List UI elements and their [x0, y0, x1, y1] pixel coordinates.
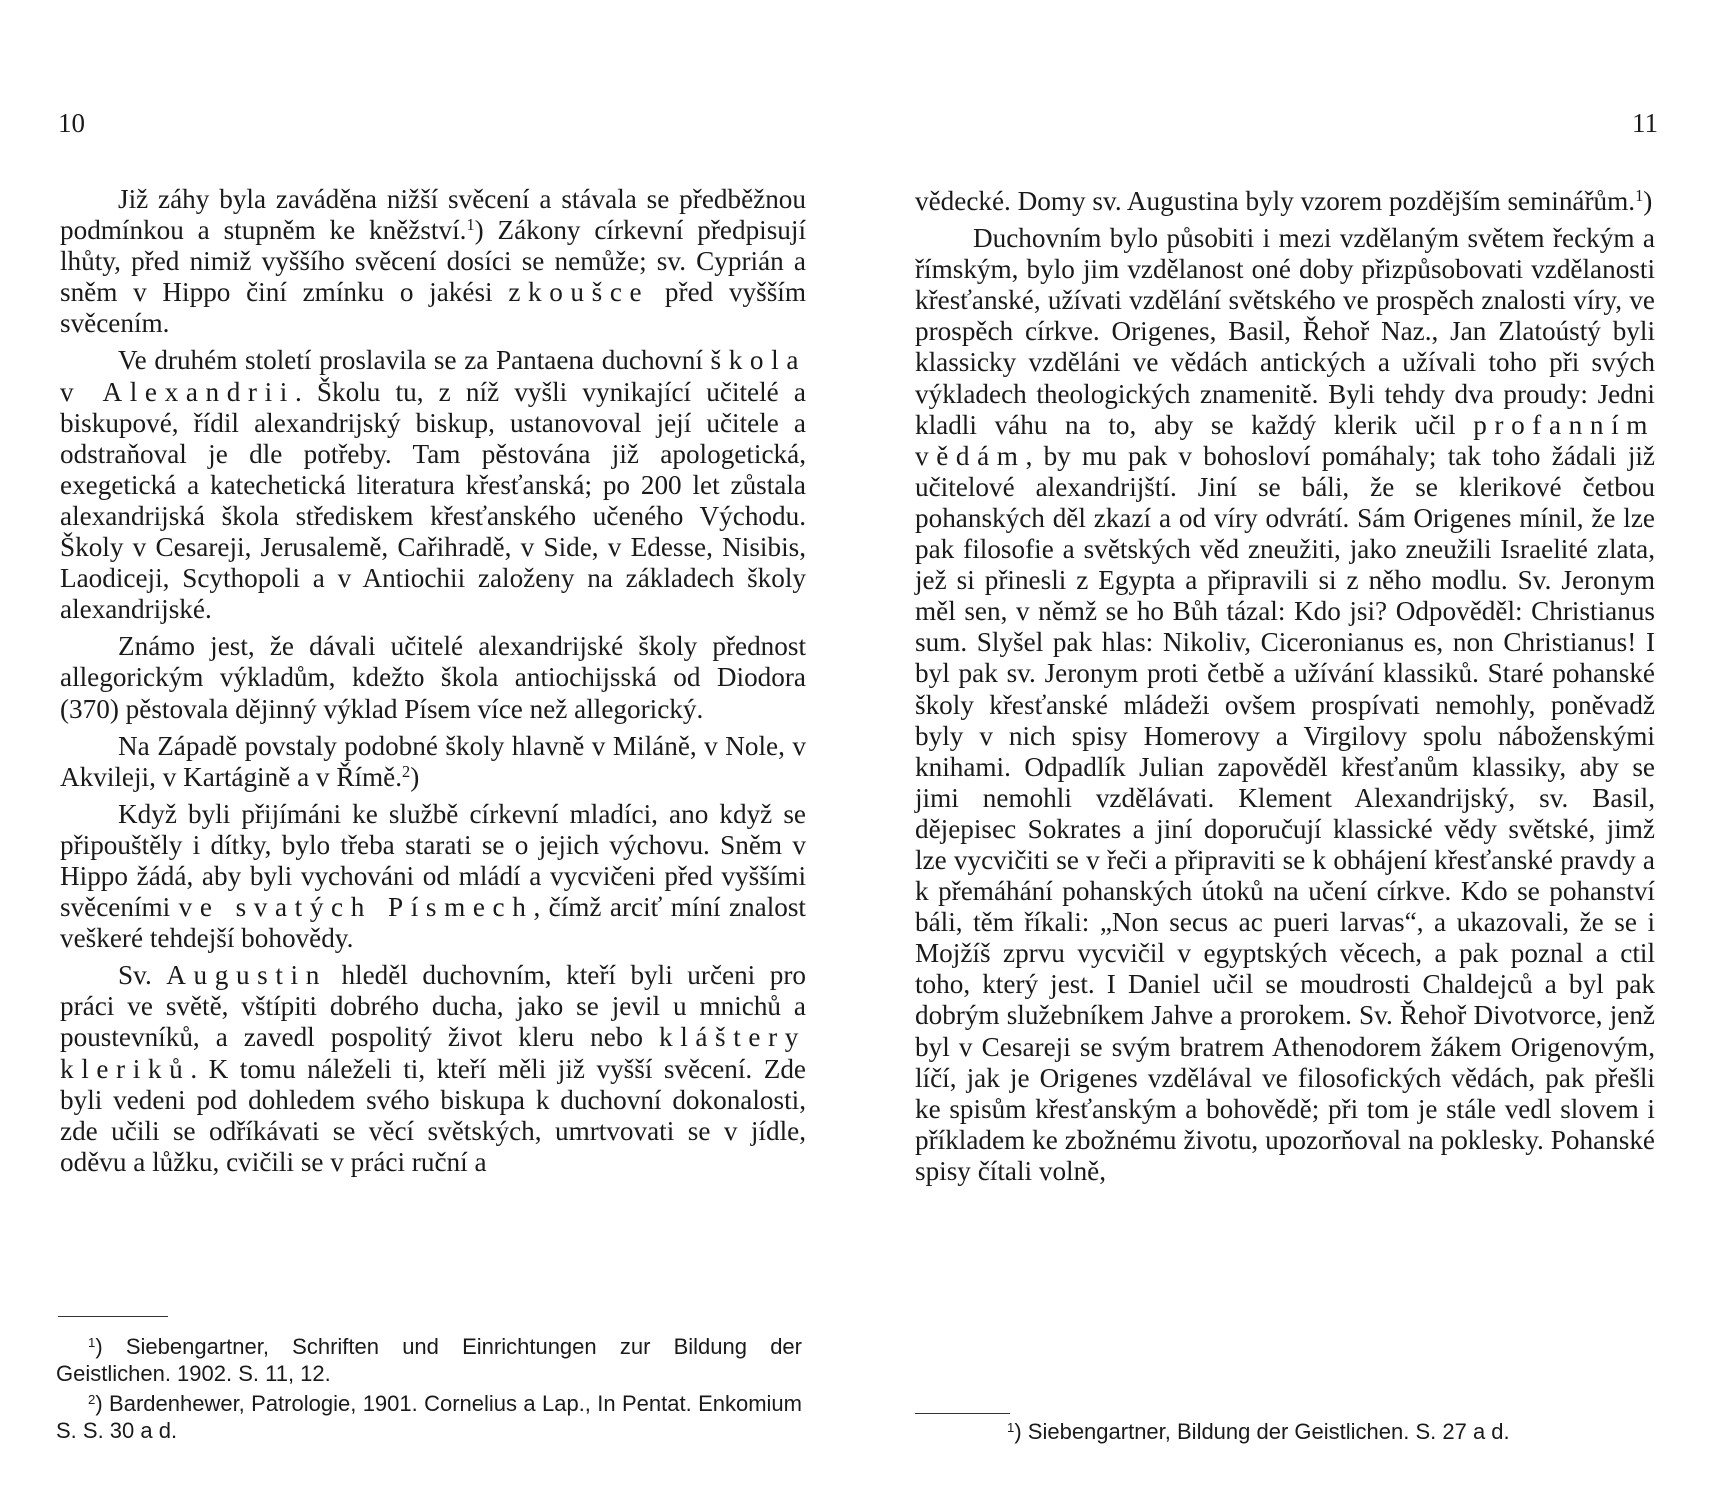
footnotes [975, 1418, 1655, 1445]
spaced-emphasis: ve svatých Písmech [178, 892, 534, 923]
text-run: Známo jest, že dávali učitelé alexandrijské školy přednost allegorickým výkladům, kdežto škola antiochijsská od Diodora (370) pěstovala dějinný výklad Písem více než allegorický. [60, 631, 806, 724]
spaced-emphasis: kláštery kleriků [60, 1022, 806, 1084]
page-number: 11 [1632, 108, 1658, 138]
text-run: . K tomu náleželi ti, kteří měli již vyšší svěcení. Zde byli vedeni pod dohledem svého biskupa k duchovní dokonalosti, zde učili se odříkávati se věcí světských, umrtvovati se v jídle, oděvu a lůžku, cvičili se v práci ruční a [60, 1053, 806, 1177]
paragraph [60, 960, 806, 1178]
footnote-text: ) Siebengartner, Schriften und Einrichtungen zur Bildung der Geistlichen. 1902. S. 11, 12. [56, 1334, 802, 1386]
spaced-emphasis: Augustin [166, 960, 327, 991]
footnote-number: 1 [1007, 1419, 1015, 1435]
text-run: před vyšším svěcením. [60, 277, 807, 339]
paragraph [60, 799, 806, 954]
text-run: . Školu tu, z níž vyšli vynikající učitelé a biskupové, řídil alexandrijský biskup, ustanovoval její učitele a odstraňoval je dle potřeby. Tam pěstována již apologetická, exegetická a katechetická literatura křesťanská; po 200 let zůstala alexandrijská škola střediskem křesťanského učeného Východu. Školy v Cesareji, Jerusalemě, Cařihradě, v Side, v Edesse, Nisibis, Laodiceji, Scythopoli a v Antiochii založeny na základech školy alexandrijské. [60, 376, 806, 625]
paragraph [60, 184, 806, 339]
footnote-rule [915, 1413, 1010, 1414]
paragraph [915, 223, 1655, 1187]
page-number: 10 [58, 108, 85, 138]
text-run: , čímž arciť míní znalost veškeré tehdejší bohovědy. [60, 892, 806, 954]
footnote-number: 2 [88, 1391, 96, 1407]
paragraph [60, 345, 806, 625]
footnote-number-wrap [56, 1391, 95, 1416]
text-run: hleděl duchovním, kteří byli určeni pro práci ve světě, vštípiti dobrého ducha, jako se jevil u mnichů a poustevníků, a zavedl pospolitý život kleru nebo [60, 960, 807, 1053]
footnote [975, 1418, 1655, 1445]
footnote-number-wrap [975, 1419, 1014, 1444]
text-run: ) [410, 761, 420, 792]
page-body-text [915, 186, 1655, 1187]
paragraph [60, 631, 806, 724]
text-run: Když byli přijímáni ke službě církevní mladíci, ano když se připouštěly i dítky, bylo třeba starati se o jejich výchovu. Sněm v Hippo žádá, aby byli vychováni od mládí a vycvičeni před vyššími svěceními [60, 798, 806, 923]
text-run: Již záhy byla zaváděna nižší svěcení a stávala se předběžnou podmínkou a stupněm ke kněžství. [60, 184, 806, 246]
right-page [855, 0, 1710, 1500]
footnote [56, 1390, 802, 1444]
spaced-emphasis: škola v Alexandrii [60, 345, 806, 407]
footnote-number: 1 [88, 1334, 96, 1350]
text-run: ) [1643, 186, 1653, 216]
spaced-emphasis: zkoušce [508, 277, 650, 308]
footnote-marker: 2 [402, 761, 411, 781]
spaced-emphasis: profanním vědám [915, 409, 1655, 471]
text-run: Duchovním bylo působiti i mezi vzdělaným světem řeckým a římským, bylo jim vzdělanost oné doby přizpůsobovati vzdělanosti křesťanské, užívati vzdělání světského ve prospěch znalosti víry, ve prospěch církve. Origenes, Basil, Řehoř Naz., Jan Zlatoústý byli klassicky vzděláni ve vědách antických a užívali toho při svých výkladech theologických znamenitě. Byli tehdy dva proudy: Jedni kladli váhu na to, aby se každý klerik učil [915, 223, 1655, 440]
footnote-text: ) Bardenhewer, Patrologie, 1901. Cornelius a Lap., In Pentat. Enkomium S. S. 30 a d. [56, 1391, 802, 1443]
text-run: , by mu pak v bohosloví pomáhaly; tak toho žádali již učitelové alexandrijští. Jiní se báli, že se klerikové četbou pohanských děl zkazí a od víry odvrátí. Sám Origenes mínil, že lze pak filosofie a světských věd zneužiti, jako zneužili Israelité zlata, jež si přinesli z Egypta a připravili si z něho modlu. Sv. Jeronym měl sen, v němž se ho Bůh tázal: Kdo jsi? Odpověděl: Christianus sum. Slyšel pak hlas: Nikoliv, Ciceronianus es, non Christianus! I byl pak sv. Jeronym proti četbě a užívání klassiků. Staré pohanské školy křesťanské mládeži ovšem prospívati nemohly, poněvadž byly v nich spisy Homerovy a Virgilovy spolu náboženskými knihami. Odpadlík Julian zapověděl křesťanům klassiky, aby se jimi nemohli vzdělávati. Klement Alexandrijský, sv. Basil, dějepisec Sokrates a jiní doporučují klassické vědy světské, jimž lze vycvičiti se v řeči a připraviti se k obhájení křesťanské pravdy a k přemáhání pohanských útoků na učení církve. Kdo se pohanství báli, těm říkali: „Non secus ac pueri larvas“, a ukazovali, že se i Mojžíš zprvu vycvičil v egyptských věcech, a pak poznal a ctil toho, který jest. I Daniel učil se moudrosti Chaldejců a byl pak dobrým služebníkem Jahve a prorokem. Sv. Řehoř Divotvorce, jenž byl v Cesareji se svým bratrem Athenodorem žákem Origenovým, líčí, jak je Origenes vzdělával ve filosofických vědách, pak přešli ke spisům křesťanským a bohovědě; při tom je stále vedl slovem i příkladem ke zbožnému životu, upozorňoval na poklesky. Pohanské spisy čítali volně, [915, 440, 1655, 1186]
paragraph [915, 186, 1655, 217]
paragraph [60, 731, 806, 793]
text-run: ) Zákony církevní předpisují lhůty, před nimiž vyššího svěcení dosíci se nemůže; sv. Cyprián a sněm v Hippo činí zmínku o jakési [60, 215, 806, 308]
text-run: Ve druhém století proslavila se za Pantaena duchovní [118, 345, 711, 376]
footnote-rule [58, 1316, 168, 1317]
text-run: Sv. [118, 960, 167, 991]
footnote-marker: 1 [466, 215, 475, 235]
text-run: Na Západě povstaly podobné školy hlavně v Miláně, v Nole, v Akvileji, v Kartágině a v Římě. [60, 730, 806, 792]
footnote [56, 1333, 802, 1387]
page-body-text [60, 184, 806, 1178]
text-run: vědecké. Domy sv. Augustina byly vzorem pozdějším seminářům. [915, 186, 1636, 216]
footnote-number-wrap [56, 1334, 95, 1359]
footnotes [56, 1333, 802, 1444]
footnote-text: ) Siebengartner, Bildung der Geistlichen. S. 27 a d. [1014, 1419, 1510, 1444]
footnote-marker: 1 [1635, 186, 1644, 206]
